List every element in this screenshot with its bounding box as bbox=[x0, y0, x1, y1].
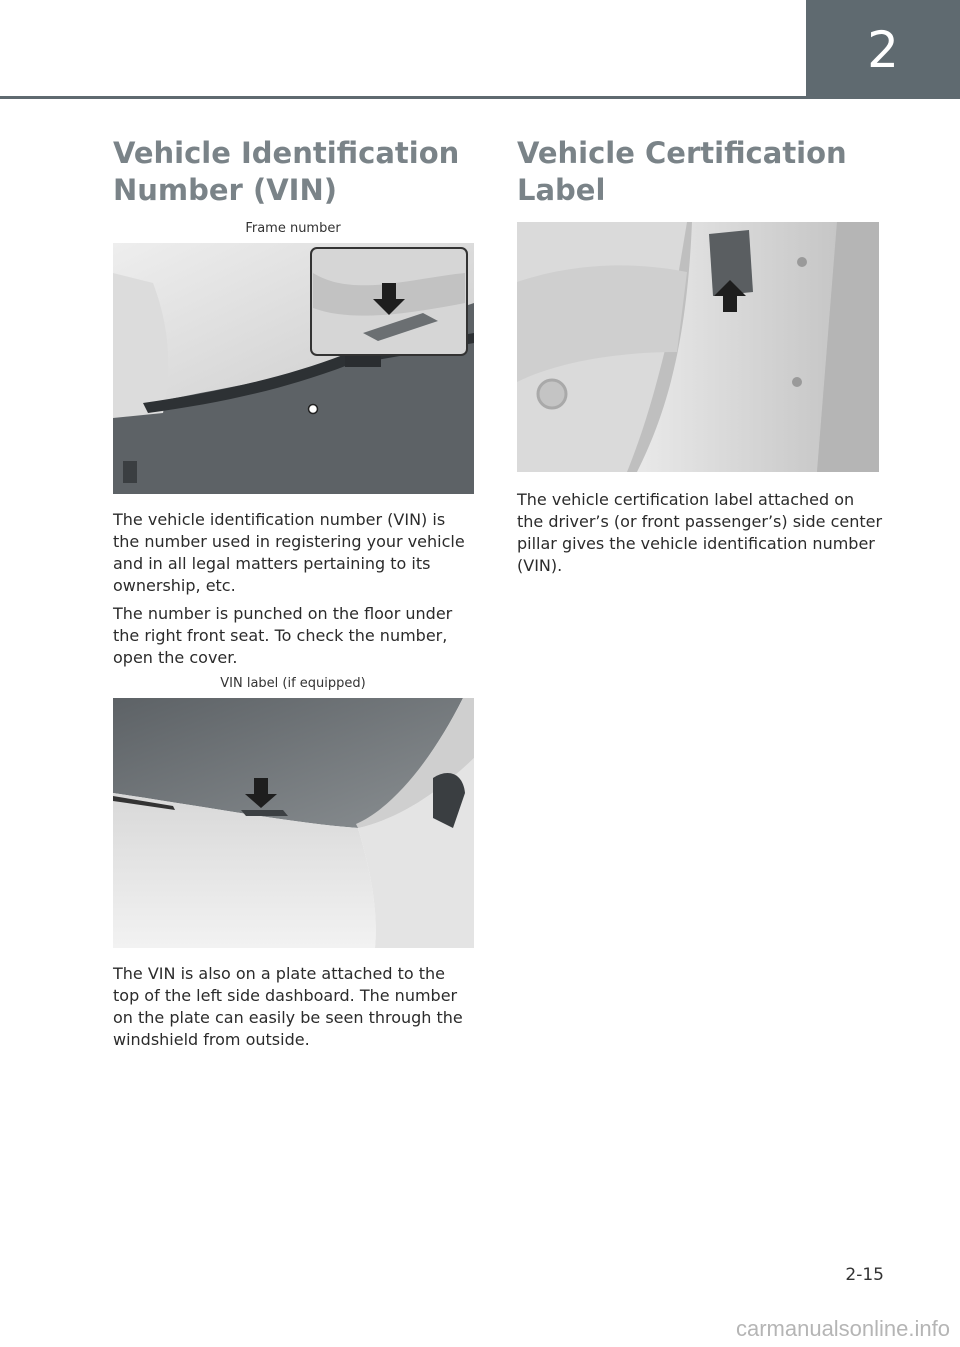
vin-heading bbox=[113, 135, 473, 209]
chapter-number: 2 bbox=[867, 20, 899, 79]
page-number: 2-15 bbox=[845, 1265, 884, 1285]
certification-heading-line2: Label bbox=[517, 173, 606, 207]
vin-label-caption: VIN label (if equipped) bbox=[220, 676, 366, 691]
vin-heading-line2: Number (VIN) bbox=[113, 173, 337, 207]
frame-number-caption: Frame number bbox=[245, 221, 341, 236]
vin-paragraph-2: The number is punched on the floor under the right front seat. To check the number, open the cover. bbox=[113, 604, 453, 667]
certification-heading bbox=[517, 135, 877, 209]
vin-label-figure bbox=[113, 698, 474, 948]
certification-heading-line1: Vehicle Certification bbox=[517, 136, 847, 170]
frame-number-figure bbox=[113, 243, 474, 494]
vin-paragraph-3: The VIN is also on a plate attached to the top of the left side dashboard. The number on the plate can easily be seen through the windshield from outside. bbox=[113, 964, 463, 1049]
vin-heading-line1: Vehicle Identification bbox=[113, 136, 460, 170]
header-rule bbox=[0, 96, 806, 99]
certification-label-figure bbox=[517, 222, 879, 472]
certification-paragraph: The vehicle certification label attached on the driver’s (or front passenger’s) side center pillar gives the vehicle identification number (VIN). bbox=[517, 490, 883, 575]
vin-paragraph-1: The vehicle identification number (VIN) is the number used in registering your vehicle and in all legal matters pertaining to its ownership, etc. bbox=[113, 510, 465, 595]
chapter-tab bbox=[806, 0, 960, 99]
watermark: carmanualsonline.info bbox=[735, 1316, 950, 1341]
